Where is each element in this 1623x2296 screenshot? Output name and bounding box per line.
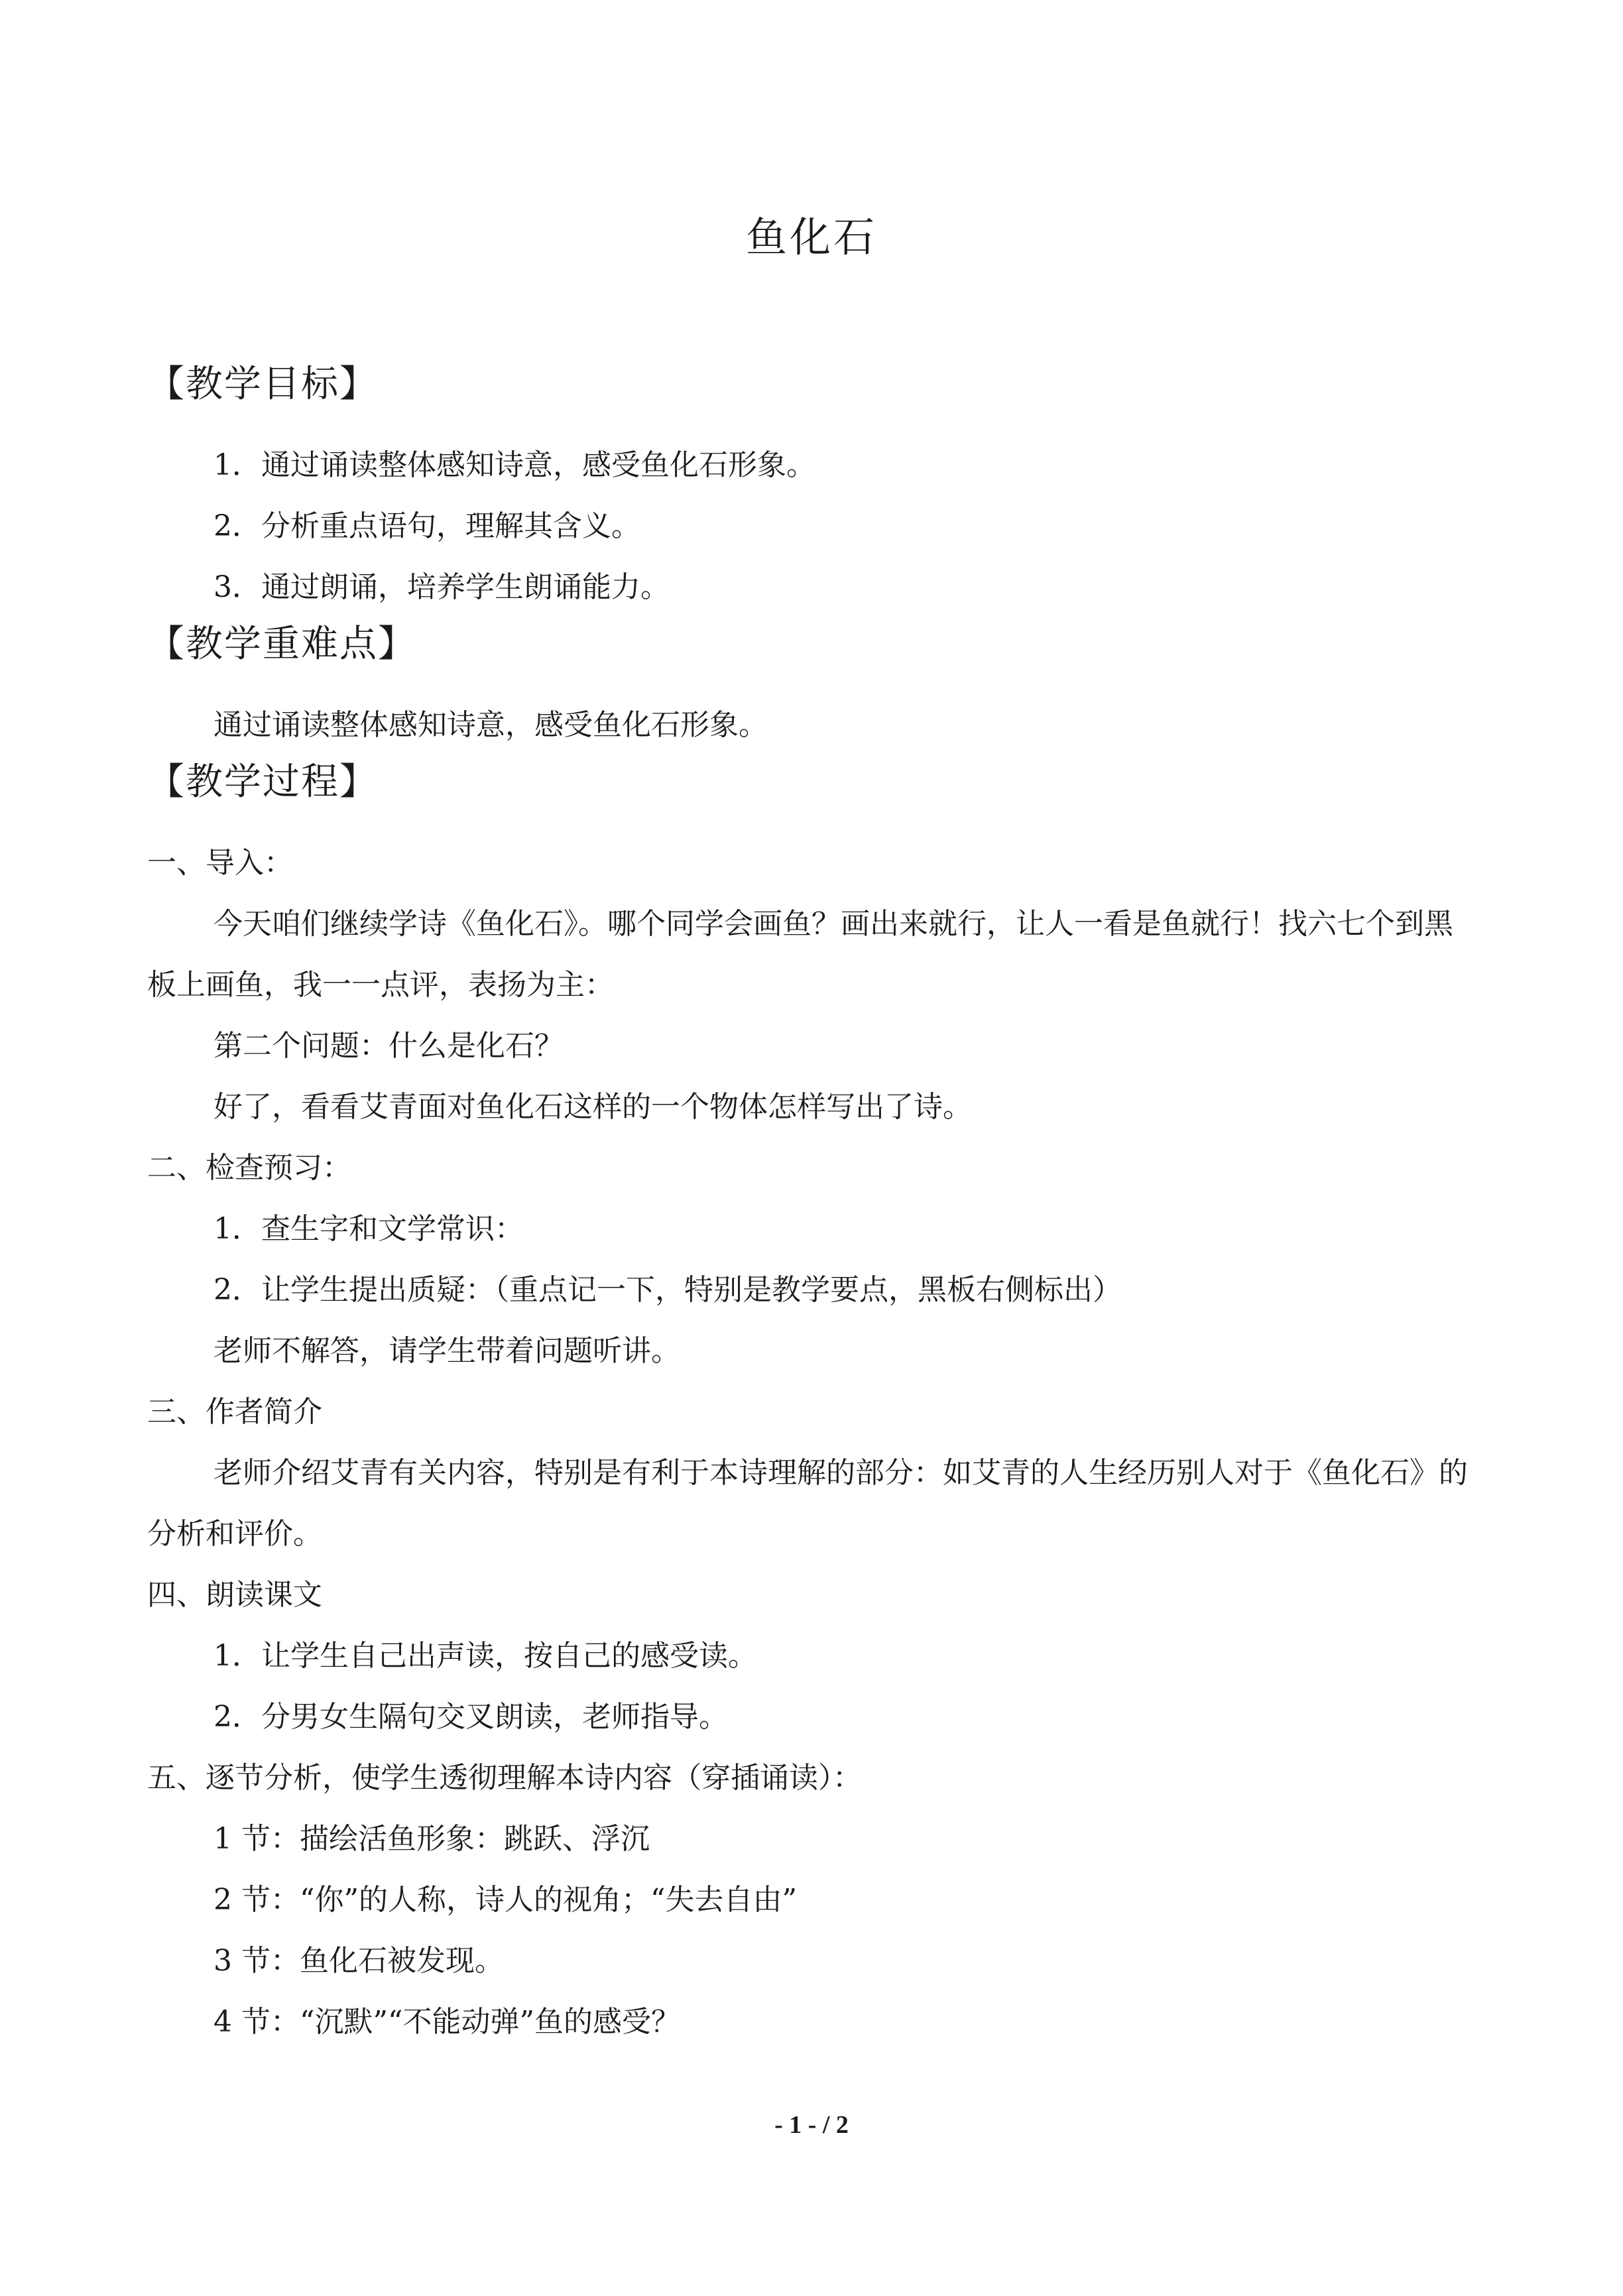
objective-item: 1．通过诵读整体感知诗意，感受鱼化石形象。 <box>213 448 815 482</box>
part-title: 五、逐节分析，使学生透彻理解本诗内容（穿插诵读）： <box>147 1761 862 1795</box>
paragraph: 好了，看看艾青面对鱼化石这样的一个物体怎样写出了诗。 <box>213 1090 972 1124</box>
section-heading-key-points: 【教学重难点】 <box>147 623 416 666</box>
list-item: 3 节：鱼化石被发现。 <box>213 1944 504 1978</box>
list-item: 1．让学生自己出声读，按自己的感受读。 <box>213 1639 757 1673</box>
part-title: 三、作者简介 <box>147 1395 322 1429</box>
list-item: 4 节：“沉默”“不能动弹”鱼的感受？ <box>213 2005 680 2039</box>
paragraph: 老师介绍艾青有关内容，特别是有利于本诗理解的部分：如艾青的人生经历别人对于《鱼化石》的分析和评价。 <box>147 1456 1468 1551</box>
page-title: 鱼化石 <box>745 213 877 261</box>
paragraph: 今天咱们继续学诗《鱼化石》。哪个同学会画鱼？画出来就行，让人一看是鱼就行！找六七个到黑板上画鱼，我一一点评，表扬为主： <box>147 907 1453 1002</box>
key-points-section <box>147 618 1480 756</box>
part-title: 一、导入： <box>147 846 293 880</box>
section-heading-objectives: 【教学目标】 <box>147 363 378 406</box>
list-item: 2．分男女生隔句交叉朗读，老师指导。 <box>213 1700 728 1734</box>
section-heading-process: 【教学过程】 <box>147 760 378 804</box>
document-body <box>147 358 1480 2053</box>
list-item: 老师不解答，请学生带着问题听讲。 <box>213 1334 680 1368</box>
objectives-section <box>147 358 1480 618</box>
list-item: 2 节：“你”的人称，诗人的视角；“失去自由” <box>213 1883 797 1917</box>
part-title: 四、朗读课文 <box>147 1578 322 1612</box>
list-item: 2．让学生提出质疑：（重点记一下，特别是教学要点，黑板右侧标出） <box>213 1273 1122 1307</box>
list-item: 1．查生字和文学常识： <box>213 1212 524 1246</box>
paragraph: 第二个问题：什么是化石？ <box>213 1029 564 1063</box>
objective-item: 3．通过朗诵，培养学生朗诵能力。 <box>213 570 670 604</box>
list-item: 1 节：描绘活鱼形象：跳跃、浮沉 <box>213 1822 650 1856</box>
key-points-text: 通过诵读整体感知诗意，感受鱼化石形象。 <box>213 708 768 742</box>
page-number: - 1 - / 2 <box>774 2111 849 2139</box>
process-section <box>147 756 1480 2053</box>
part-title: 二、检查预习： <box>147 1151 351 1185</box>
objective-item: 2．分析重点语句，理解其含义。 <box>213 509 640 543</box>
